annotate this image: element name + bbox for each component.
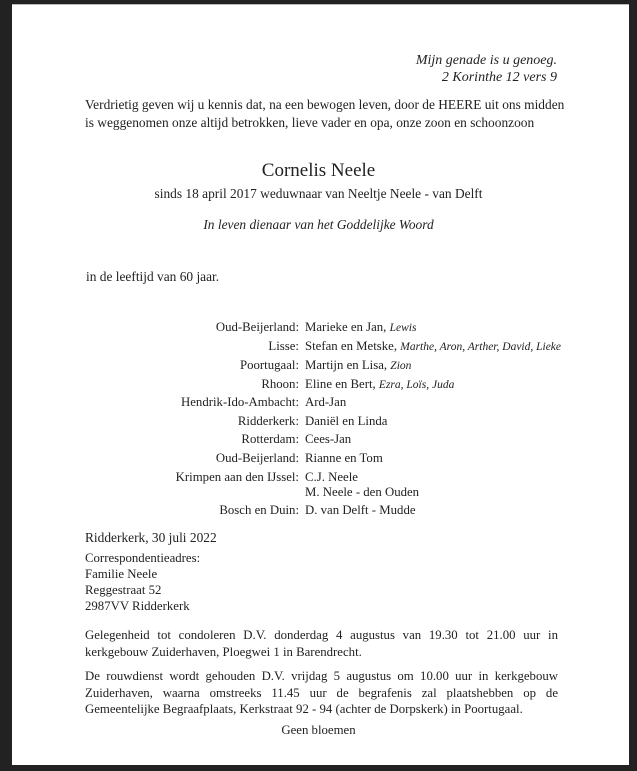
family-names: Marieke en Jan, Lewis <box>305 320 417 334</box>
family-names: Rianne en Tom <box>305 451 383 465</box>
place-date: Ridderkerk, 30 juli 2022 <box>85 530 217 545</box>
grandchildren: Ezra, Loïs, Juda <box>378 379 455 391</box>
family-place: Oud-Beijerland: <box>215 320 299 334</box>
family-place: Krimpen aan den IJssel: <box>175 470 299 484</box>
family-place: Bosch en Duin: <box>219 503 299 517</box>
family-place: Oud-Beijerland: <box>215 451 299 465</box>
grandchildren: Marthe, Aron, Arther, David, Lieke <box>400 341 562 353</box>
family-place: Poortugaal: <box>240 358 299 372</box>
condolence-info: Gelegenheid tot condoleren D.V. donderdag 4 augustus van 19.30 tot 21.00 uur in kerkgebouw Zuiderhaven, Ploegwei 1 in Barendrecht. <box>85 628 558 659</box>
age-line: in de leeftijd van 60 jaar. <box>86 269 220 284</box>
grandchildren: Lewis <box>389 322 417 334</box>
family-place: Ridderkerk: <box>237 414 299 428</box>
motto-text: Mijn genade is u genoeg. <box>415 53 557 68</box>
correspondence-address <box>85 550 200 614</box>
family-place: Lisse: <box>268 339 299 353</box>
bible-motto <box>416 52 557 86</box>
funeral-service-info: De rouwdienst wordt gehouden D.V. vrijdag 5 augustus om 10.00 uur in kerkgebouw Zuiderhaven, waarna omstreeks 11.45 uur de begrafenis zal plaatshebben op de Gemeentelijke Begraafplaats, Kerkstraat 92 - 94 (achter de Dorpskerk) in Poortugaal. <box>85 669 558 716</box>
family-names: M. Neele - den Ouden <box>305 485 420 499</box>
deceased-role: In leven dienaar van het Goddelijke Woord <box>203 217 434 232</box>
family-place: Rhoon: <box>261 377 299 391</box>
family-names: Stefan en Metske, Marthe, Aron, Arther, David, Lieke <box>305 339 562 353</box>
address-line: 2987VV Ridderkerk <box>85 599 190 613</box>
family-names: Daniël en Linda <box>305 414 388 428</box>
family-names: Eline en Bert, Ezra, Loïs, Juda <box>305 377 455 391</box>
no-flowers-note: Geen bloemen <box>281 723 356 737</box>
intro-line-1: Verdrietig geven wij u kennis dat, na een bewogen leven, door de HEERE uit ons midden <box>85 97 565 112</box>
widower-line: sinds 18 april 2017 weduwnaar van Neeltje Neele - van Delft <box>154 186 483 201</box>
family-place: Hendrik-Ido-Ambacht: <box>181 395 299 409</box>
address-line: Familie Neele <box>85 567 158 581</box>
top-divider <box>12 4 629 5</box>
family-names: Martijn en Lisa, Zion <box>305 358 412 372</box>
family-names: D. van Delft - Mudde <box>305 503 416 517</box>
grandchildren: Zion <box>390 360 412 372</box>
correspondence-label: Correspondentieadres: <box>85 551 201 565</box>
family-names: Ard-Jan <box>305 395 347 409</box>
announcement-intro <box>85 96 564 132</box>
deceased-name: Cornelis Neele <box>261 160 376 181</box>
motto-reference: 2 Korinthe 12 vers 9 <box>441 70 557 85</box>
family-names: C.J. Neele <box>305 470 358 484</box>
intro-line-2: is weggenomen onze altijd betrokken, lieve vader en opa, onze zoon en schoonzoon <box>85 115 535 130</box>
family-place: Rotterdam: <box>241 432 299 446</box>
family-names: Cees-Jan <box>305 432 352 446</box>
address-line: Reggestraat 52 <box>85 583 162 597</box>
